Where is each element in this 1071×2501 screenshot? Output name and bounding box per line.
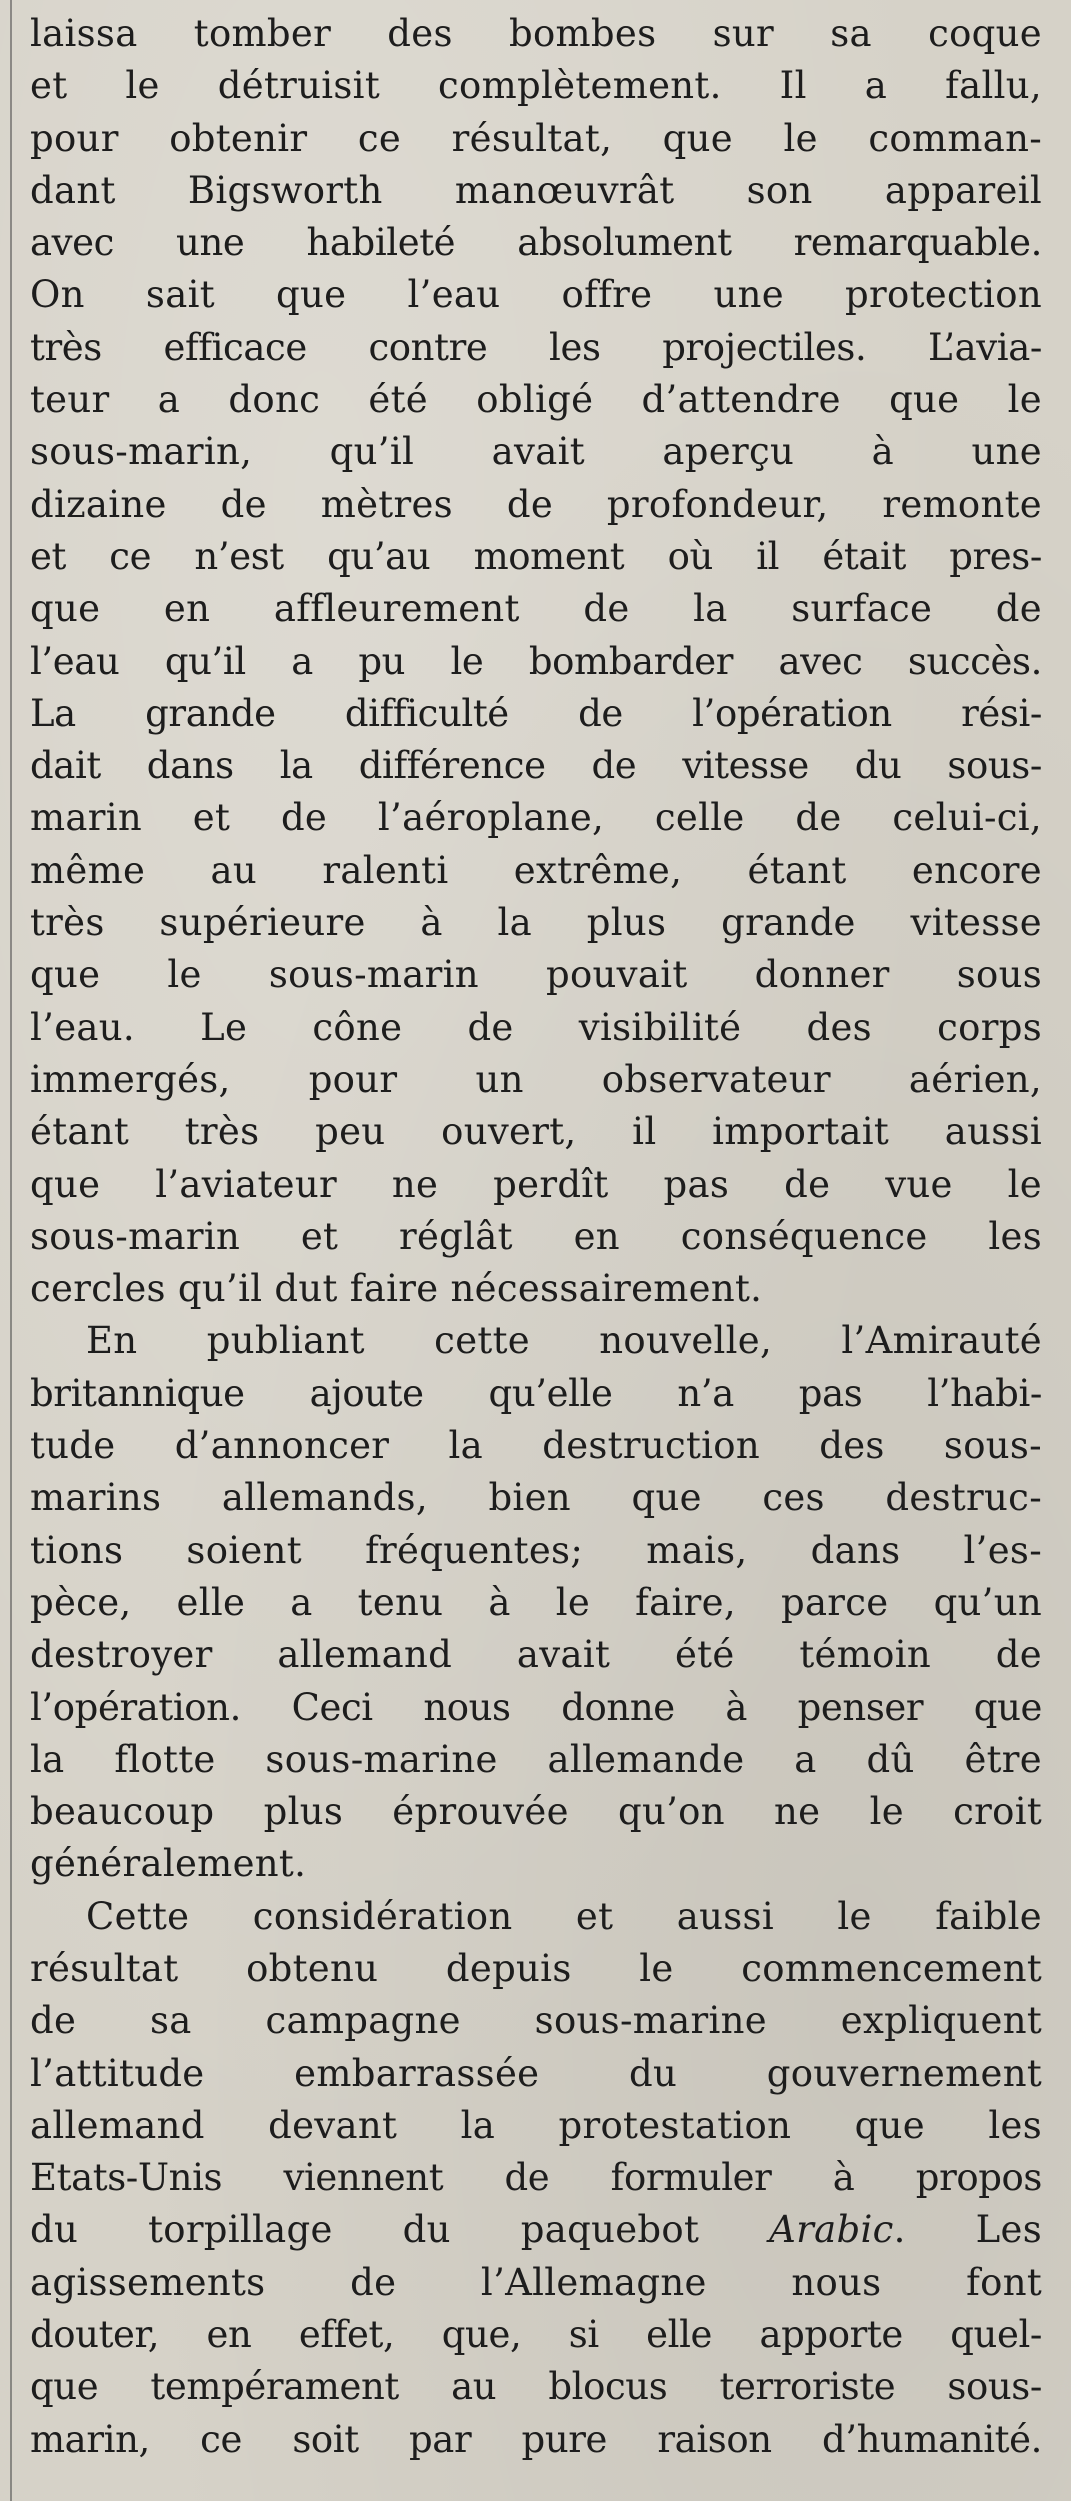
text-line: sous-marin, qu’il avait aperçu à une: [30, 430, 1042, 474]
text-line: beaucoup plus éprouvée qu’on ne le croit: [30, 1790, 1042, 1834]
text-line: très efficace contre les projectiles. L’avia-: [30, 325, 1042, 369]
text-line: Etats-Unis viennent de formuler à propos: [30, 2156, 1042, 2200]
text-line: que l’aviateur ne perdît pas de vue le: [30, 1162, 1042, 1206]
text-line: tude d’annoncer la destruction des sous-: [30, 1424, 1042, 1468]
text-line: étant très peu ouvert, il importait aussi: [30, 1110, 1042, 1154]
text-line: et ce n’est qu’au moment où il était pres-: [30, 534, 1042, 578]
text-line: résultat obtenu depuis le commencement: [30, 1946, 1042, 1990]
text-line: pèce, elle a tenu à le faire, parce qu’un: [30, 1580, 1042, 1624]
text-line: que le sous-marin pouvait donner sous: [30, 953, 1042, 997]
text-line: pour obtenir ce résultat, que le comman-: [30, 116, 1042, 160]
text-line: laissa tomber des bombes sur sa coque: [30, 12, 1042, 55]
text-segment: . Les: [893, 2208, 1042, 2252]
text-line: généralement.: [30, 1842, 307, 1886]
paragraph-1: [30, 8, 1042, 1315]
text-line: douter, en effet, que, si elle apporte quel-: [30, 2313, 1042, 2357]
text-line: tions soient fréquentes; mais, dans l’es-: [30, 1528, 1042, 1572]
paragraph-3: [30, 1891, 1042, 2466]
text-line: On sait que l’eau offre une protection: [30, 273, 1042, 317]
text-line: dait dans la différence de vitesse du sous-: [30, 744, 1042, 788]
text-line-with-ship-name: [30, 2204, 1042, 2256]
text-line: destroyer allemand avait été témoin de: [30, 1633, 1042, 1677]
text-line: la flotte sous-marine allemande a dû être: [30, 1737, 1042, 1781]
text-line: avec une habileté absolument remarquable.: [30, 221, 1042, 265]
paragraph-2: [30, 1315, 1042, 1890]
text-line: que tempérament au blocus terroriste sous-: [30, 2365, 1042, 2409]
text-line: agissements de l’Allemagne nous font: [30, 2260, 1042, 2304]
text-line: très supérieure à la plus grande vitesse: [30, 901, 1042, 945]
text-line: sous-marin et réglât en conséquence les: [30, 1214, 1042, 1258]
column-rule: [10, 0, 12, 2501]
text-line: cercles qu’il dut faire nécessairement.: [30, 1267, 763, 1311]
text-line: dant Bigsworth manœuvrât son appareil: [30, 168, 1042, 212]
text-line: l’eau qu’il a pu le bombarder avec succès.: [30, 639, 1042, 683]
text-line: l’eau. Le cône de visibilité des corps: [30, 1005, 1042, 1049]
text-line: britannique ajoute qu’elle n’a pas l’habi-: [30, 1371, 1042, 1415]
ship-name: Arabic: [769, 2208, 894, 2252]
text-line: immergés, pour un observateur aérien,: [30, 1057, 1042, 1101]
text-segment: du torpillage du paquebot: [30, 2208, 770, 2252]
text-line: dizaine de mètres de profondeur, remonte: [30, 482, 1042, 526]
text-line: La grande difficulté de l’opération rési-: [30, 691, 1042, 735]
article-column: [30, 8, 1042, 2466]
text-line: marins allemands, bien que ces destruc-: [30, 1476, 1042, 1520]
text-line: marin et de l’aéroplane, celle de celui-ci,: [30, 796, 1042, 840]
text-line: et le détruisit complètement. Il a fallu,: [30, 64, 1042, 108]
text-line: teur a donc été obligé d’attendre que le: [30, 378, 1042, 422]
text-line: marin, ce soit par pure raison d’humanité.: [30, 2417, 1042, 2461]
text-line: de sa campagne sous-marine expliquent: [30, 1999, 1042, 2043]
text-line: même au ralenti extrême, étant encore: [30, 848, 1042, 892]
text-line: l’attitude embarrassée du gouvernement: [30, 2051, 1042, 2095]
text-line: l’opération. Ceci nous donne à penser que: [30, 1685, 1042, 1729]
text-line: En publiant cette nouvelle, l’Amirauté: [86, 1319, 1042, 1363]
text-line: allemand devant la protestation que les: [30, 2103, 1042, 2147]
text-line: Cette considération et aussi le faible: [86, 1894, 1042, 1938]
text-line: que en affleurement de la surface de: [30, 587, 1042, 631]
